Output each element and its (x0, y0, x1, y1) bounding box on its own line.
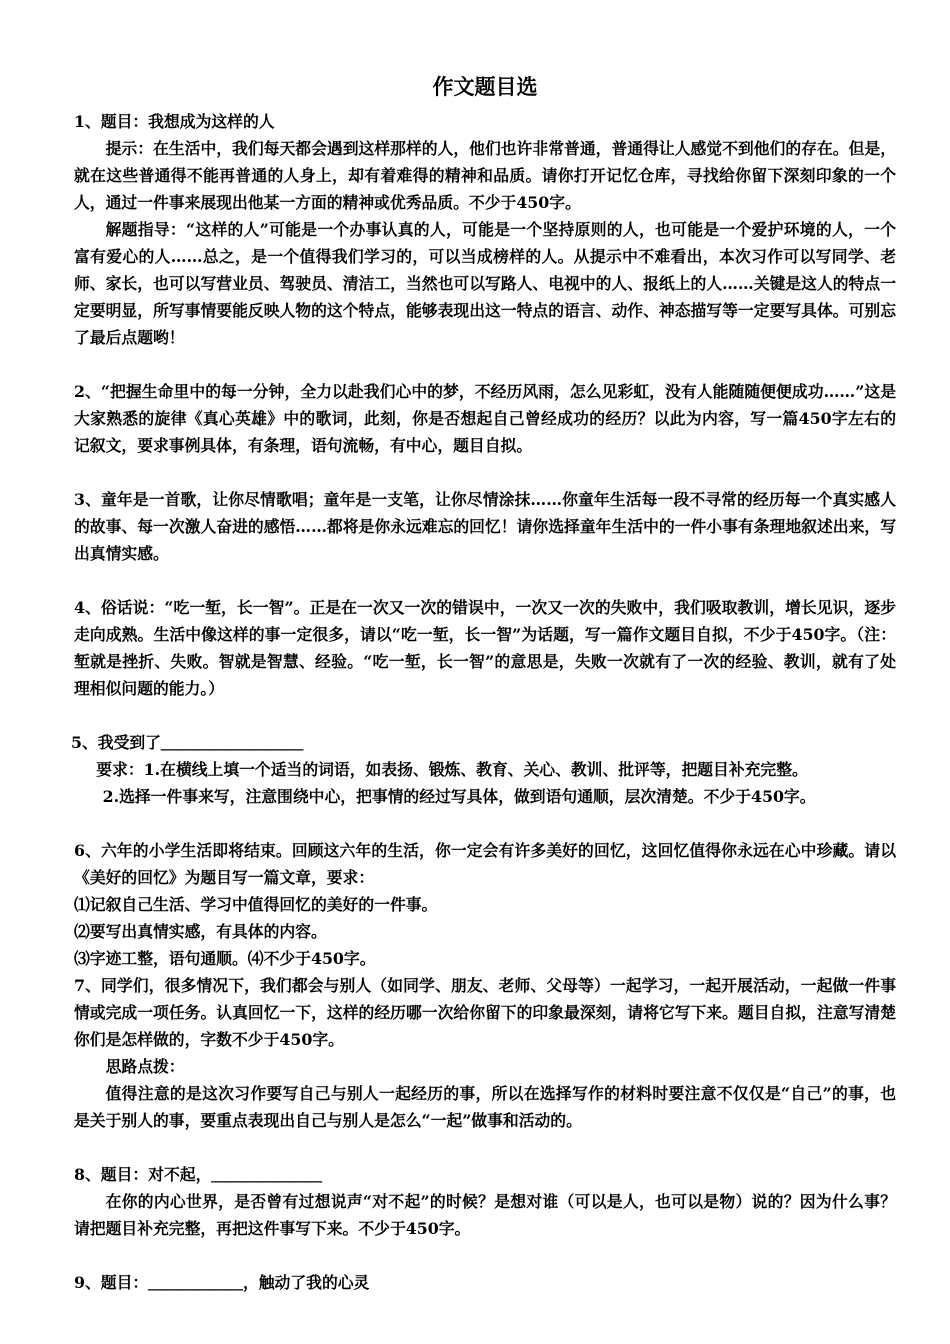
spacer (74, 459, 896, 486)
question-8 (74, 1161, 896, 1242)
spacer (74, 1242, 896, 1269)
question-2: 2、“把握生命里中的每一分钟，全力以赴我们心中的梦，不经历风雨，怎么见彩虹，没有人能随随便便成功……”这是大家熟悉的旋律《真心英雄》中的歌词，此刻，你是否想起自己曾经成功的经历？以此为内容，写一篇450字左右的记叙文，要求事例具体，有条理，语句流畅，有中心，题目自拟。 (74, 382, 896, 455)
question-5-requirement-1: 要求：1.在横线上填一个适当的词语，如表扬、锻炼、教育、关心、教训、批评等，把题目补充完整。 (96, 760, 808, 779)
question-1-heading: 1、题目：我想成为这样的人 (74, 112, 275, 131)
question-1-guide: 解题指导：“这样的人”可能是一个办事认真的人，可能是一个坚持原则的人，也可能是一个爱护环境的人，一个富有爱心的人……总之，是一个值得我们学习的，可以当成榜样的人。从提示中不难看出，本次习作可以写同学、老师、家长，也可以写营业员、驾驶员、清洁工，当然也可以写路人、电视中的人、报纸上的人……关键是这人的特点一定要明显，所写事情要能反映人物的这个特点，能够表现出这一特点的语言、动作、神态描写等一定要写具体。可别忘了最后点题哟！ (74, 220, 896, 347)
question-6-requirement-2: ⑵要写出真情实感，有具体的内容。 (74, 922, 327, 941)
question-6-intro: 6、六年的小学生活即将结束。回顾这六年的生活，你一定会有许多美好的回忆，这回忆值得你永远在心中珍藏。请以《美好的回忆》为题目写一篇文章，要求： (74, 841, 896, 887)
question-6 (74, 837, 896, 972)
spacer (74, 810, 896, 837)
question-9: 9、题目：＿＿＿＿＿＿，触动了我的心灵 (74, 1273, 370, 1292)
spacer (74, 702, 896, 729)
spacer (74, 1134, 896, 1161)
question-1 (74, 108, 896, 351)
document-page (71, 72, 896, 1296)
question-7-tip: 值得注意的是这次习作要写自己与别人一起经历的事，所以在选择写作的材料时要注意不仅仅是“自己”的事，也是关于别人的事，要重点表现出自己与别人是怎么“一起”做事和活动的。 (74, 1084, 896, 1130)
question-7-intro: 7、同学们，很多情况下，我们都会与别人（如同学、朋友、老师、父母等）一起学习，一起开展活动，一起做一件事情或完成一项任务。认真回忆一下，这样的经历哪一次给你留下的印象最深刻，请将它写下来。题目自拟，注意写清楚你们是怎样做的，字数不少于450字。 (74, 976, 896, 1049)
document-title: 作文题目选 (432, 74, 538, 99)
question-5-heading: 5、我受到了＿＿＿＿＿＿＿＿＿ (71, 733, 304, 752)
question-6-requirement-3: ⑶字迹工整，语句通顺。⑷不少于450字。 (74, 949, 376, 968)
question-8-body: 在你的内心世界，是否曾有过想说声“对不起”的时候？是想对谁（可以是人，也可以是物）说的？因为什么事？请把题目补充完整，再把这件事写下来。不少于450字。 (74, 1192, 896, 1238)
question-5 (71, 729, 896, 810)
question-5-requirement-2: 2.选择一件事来写，注意围绕中心，把事情的经过写具体，做到语句通顺，层次清楚。不少于450字。 (102, 787, 816, 806)
question-3: 3、童年是一首歌，让你尽情歌唱；童年是一支笔，让你尽情涂抹……你童年生活每一段不寻常的经历每一个真实感人的故事、每一次激人奋进的感悟……都将是你永远难忘的回忆！请你选择童年生活中的一件小事有条理地叙述出来，写出真情实感。 (74, 490, 896, 563)
question-1-hint: 提示：在生活中，我们每天都会遇到这样那样的人，他们也许非常普通，普通得让人感觉不到他们的存在。但是，就在这些普通得不能再普通的人身上，却有着难得的精神和品质。请你打开记忆仓库，寻找给你留下深刻印象的一个人，通过一件事来展现出他某一方面的精神或优秀品质。不少于450字。 (74, 139, 896, 212)
question-7 (74, 972, 896, 1134)
spacer (74, 351, 896, 378)
question-4: 4、俗话说：“吃一堑，长一智”。正是在一次又一次的错误中，一次又一次的失败中，我们吸取教训，增长见识，逐步走向成熟。生活中像这样的事一定很多，请以“吃一堑，长一智”为话题，写一篇作文题目自拟，不少于450字。（注：堑就是挫折、失败。智就是智慧、经验。“吃一堑，长一智”的意思是，失败一次就有了一次的经验、教训，就有了处理相似问题的能力。） (74, 598, 896, 698)
question-8-heading: 8、题目：对不起，＿＿＿＿＿＿＿ (74, 1165, 322, 1184)
spacer (74, 567, 896, 594)
question-6-requirement-1: ⑴记叙自己生活、学习中值得回忆的美好的一件事。 (74, 895, 438, 914)
question-7-tip-label: 思路点拨： (105, 1057, 185, 1076)
